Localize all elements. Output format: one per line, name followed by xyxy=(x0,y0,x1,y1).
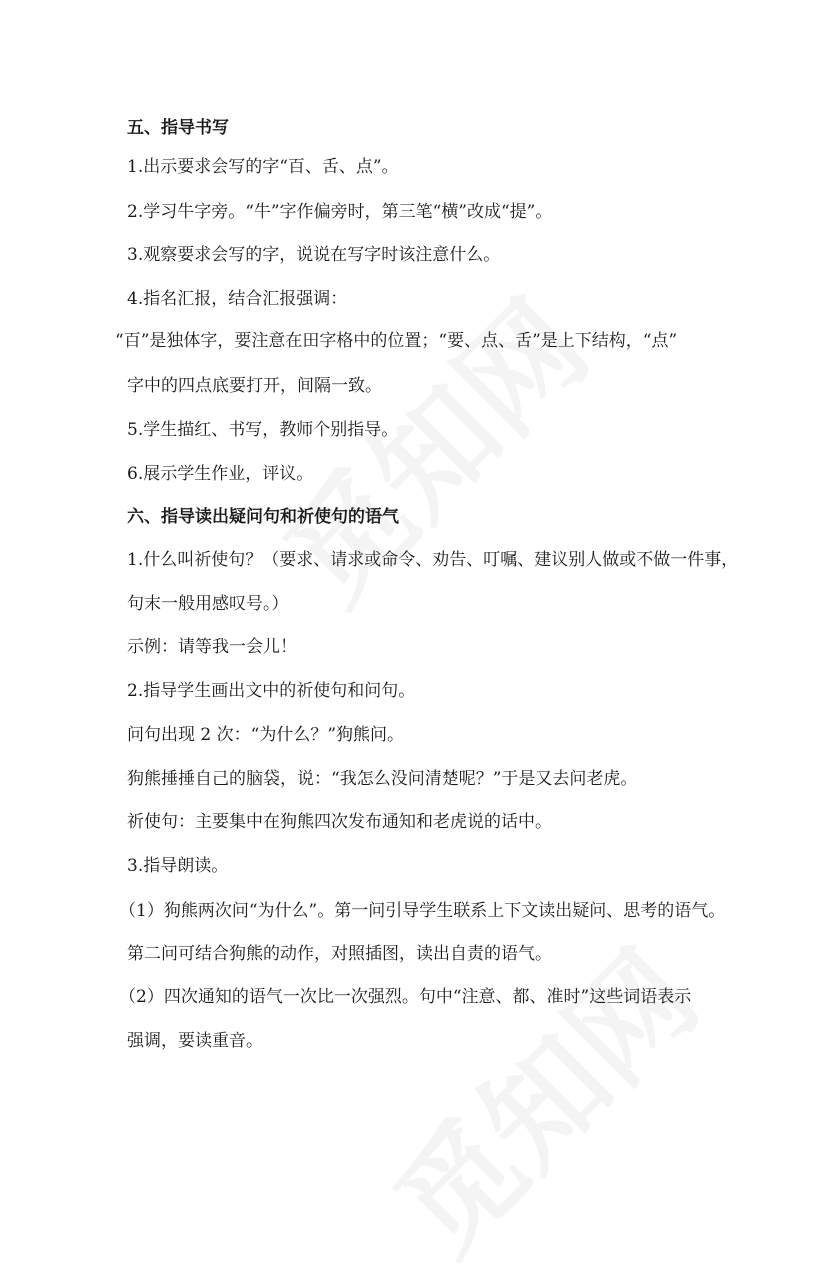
paragraph-line: 1.什么叫祈使句？（要求、请求或命令、劝告、叮嘱、建议别人做或不做一件事， xyxy=(127,550,739,570)
paragraph-line: 4.指名汇报，结合汇报强调： xyxy=(127,289,348,309)
paragraph-line: （2）四次通知的语气一次比一次强烈。句中“注意、都、准时”这些词语表示 xyxy=(119,987,692,1007)
paragraph-line: 3.指导朗读。 xyxy=(127,856,229,876)
paragraph-line: 2.指导学生画出文中的祈使句和问句。 xyxy=(127,681,416,701)
paragraph-line: 2.学习牛字旁。“牛”字作偏旁时，第三笔“横”改成“提”。 xyxy=(127,202,553,222)
watermark xyxy=(242,258,618,634)
paragraph-line: 问句出现 2 次：“为什么？”狗熊问。 xyxy=(127,725,405,745)
paragraph-line: 强调，要读重音。 xyxy=(127,1031,263,1051)
paragraph-line: 6.展示学生作业，评议。 xyxy=(127,464,314,484)
section-heading: 五、指导书写 xyxy=(127,118,229,138)
paragraph-line: 句末一般用感叹号。） xyxy=(127,594,289,614)
paragraph-line: 祈使句：主要集中在狗熊四次发布通知和老虎说的话中。 xyxy=(127,812,552,832)
section-heading: 六、指导读出疑问句和祈使句的语气 xyxy=(127,507,399,527)
paragraph-line: “百”是独体字，要注意在田字格中的位置；“要、点、舌”是上下结构，“点” xyxy=(115,331,678,351)
paragraph-line: 字中的四点底要打开，间隔一致。 xyxy=(127,376,382,396)
paragraph-line: 狗熊捶捶自己的脑袋，说：“我怎么没问清楚呢？”于是又去问老虎。 xyxy=(127,769,638,789)
paragraph-line: 示例：请等我一会儿！ xyxy=(127,637,297,657)
paragraph-line: 1.出示要求会写的字“百、舌、点”。 xyxy=(127,157,399,177)
paragraph-line: 5.学生描红、书写，教师个别指导。 xyxy=(127,420,399,440)
paragraph-line: 3.观察要求会写的字，说说在写字时该注意什么。 xyxy=(127,245,501,265)
paragraph-line: 第二问可结合狗熊的动作，对照插图，读出自责的语气。 xyxy=(127,944,552,964)
paragraph-line: （1）狗熊两次问“为什么”。第一问引导学生联系上下文读出疑问、思考的语气。 xyxy=(119,901,726,921)
